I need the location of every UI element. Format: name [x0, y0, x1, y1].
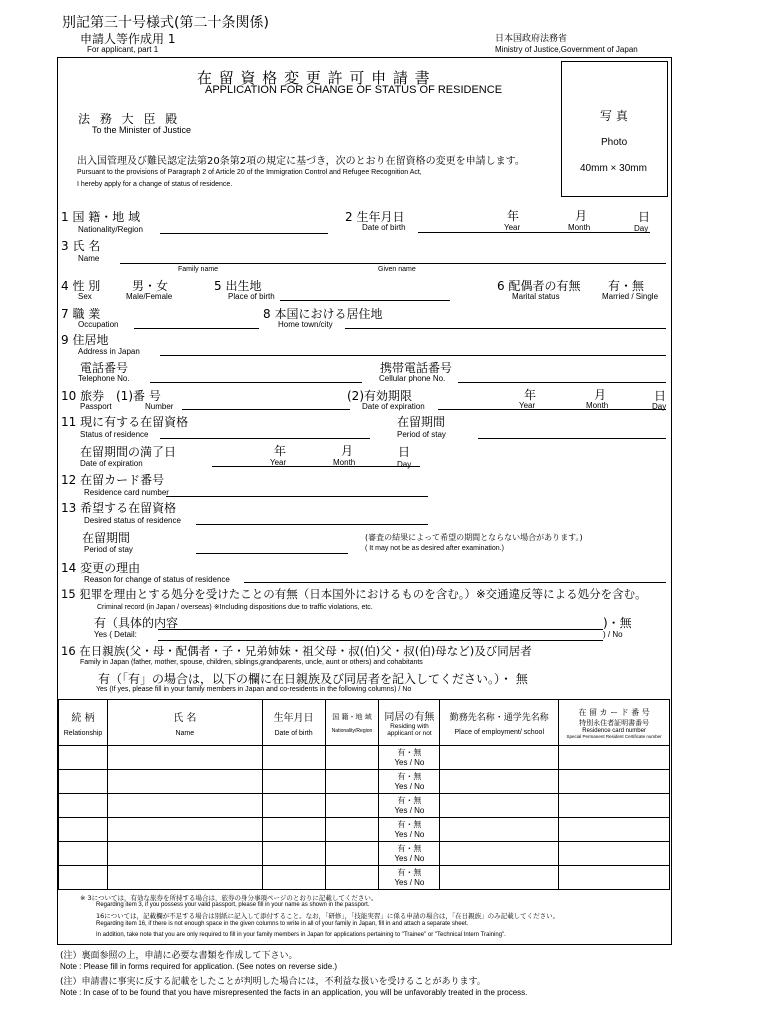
ministry-en: Ministry of Justice,Government of Japan [495, 45, 638, 54]
cell-card-number[interactable] [559, 770, 670, 794]
passport-number-label: (1)番 号 [116, 389, 161, 403]
cell-residing[interactable]: 有・無 Yes / No [379, 842, 440, 866]
dob-label-en: Date of birth [362, 223, 406, 232]
given-name-caption: Given name [378, 266, 416, 273]
exp-month-jp: 月 [341, 444, 354, 458]
pp-year-jp: 年 [524, 388, 537, 402]
passport-expiry-label: (2)有効期限 [347, 389, 412, 403]
marital-label-en: Marital status [512, 292, 560, 301]
family-yes-en: Yes (If yes, please fill in your family members in Japan and co-residents in the following columns) / No [96, 686, 412, 693]
table-header-row [59, 700, 670, 746]
cell-dob[interactable] [262, 770, 325, 794]
passport-label: 10 旅券 [61, 389, 105, 403]
dob-year-en: Year [504, 223, 521, 232]
note-item3-jp: ※ 3については，有効な旅券を所持する場合は，旅券の身分事項ページのとおりに記載してください。 [80, 894, 378, 902]
cell-nationality[interactable] [325, 770, 379, 794]
title-jp: 在 留 資 格 変 更 許 可 申 請 書 [197, 69, 431, 87]
table-row [59, 818, 670, 842]
photo-label-jp: 写 真 [600, 109, 628, 123]
cell-card-number[interactable] [559, 842, 670, 866]
cell-nationality[interactable] [325, 866, 379, 890]
table-row [59, 794, 670, 818]
note-item16-en: Regarding item 16, if there is not enough space in the given columns to write in all of your family in Japan, fill in and attach a separate sheet. [96, 921, 469, 927]
col-residing: 同居の有無 Residing with applicant or not [379, 700, 440, 746]
cell-name[interactable] [107, 842, 262, 866]
address-label-en: Address in Japan [78, 347, 140, 356]
nationality-field[interactable] [160, 233, 328, 234]
criminal-record-label-en: Criminal record (in Japan / overseas) ※Including dispositions due to traffic violations, etc. [97, 604, 373, 611]
occupation-label: 7 職 業 [61, 307, 101, 321]
photo-box [561, 61, 668, 197]
criminal-detail-line-1[interactable] [158, 629, 603, 630]
cell-employment[interactable] [440, 866, 559, 890]
dob-year-jp: 年 [507, 209, 520, 223]
cell-nationality[interactable] [325, 746, 379, 770]
family-name-caption: Family name [178, 266, 219, 273]
title-en: APPLICATION FOR CHANGE OF STATUS OF RESIDENCE [205, 84, 503, 96]
cell-nationality[interactable] [325, 794, 379, 818]
cell-residing[interactable]: 有・無 Yes / No [379, 794, 440, 818]
pp-month-en: Month [586, 401, 609, 410]
card-number-label-en: Residence card number [84, 488, 169, 497]
hometown-field[interactable] [345, 328, 666, 329]
col-card-number: 在 留 カ ー ド 番 号 特別永住者証明書番号 Residence card number Special Permanent Resident Certificate number [559, 700, 670, 746]
cell-name[interactable] [107, 746, 262, 770]
passport-expiry-field[interactable] [438, 409, 666, 410]
exp-year-jp: 年 [274, 444, 287, 458]
passport-expiry-label-en: Date of expiration [362, 402, 425, 411]
cell-card-number[interactable] [559, 818, 670, 842]
current-period-field[interactable] [478, 438, 666, 439]
exp-month-en: Month [333, 458, 356, 467]
family-label: 16 在日親族(父・母・配偶者・子・兄弟姉妹・祖父母・叔(伯)父・叔(伯)母など)及び同居者 [61, 644, 532, 658]
declaration-en-1: Pursuant to the provisions of Paragraph 2 of Article 20 of the Immigration Control and Refugee Recognition Act, [77, 169, 422, 176]
occupation-label-en: Occupation [78, 320, 119, 329]
dob-label: 2 生年月日 [345, 210, 405, 224]
cell-dob[interactable] [262, 842, 325, 866]
birthplace-label: 5 出生地 [214, 279, 262, 293]
note-item16-jp: 16については，記載欄が不足する場合は別紙に記入して添付すること。なお，「研修」，「技能実習」に係る申請の場合は，「在日親族」のみ記載してください。 [96, 912, 560, 920]
footer-note-1-jp: (注）裏面参照の上，申請に必要な書類を作成して下さい。 [60, 951, 298, 961]
cell-card-number[interactable] [559, 746, 670, 770]
birthplace-label-en: Place of birth [228, 292, 275, 301]
nationality-label-en: Nationality/Region [78, 225, 143, 234]
sex-label: 4 性 別 [61, 279, 101, 293]
desired-period-note-jp: (審査の結果によって希望の期間とならない場合があります。) [365, 533, 583, 542]
expiry-date-label: 在留期間の満了日 [80, 445, 177, 459]
cell-employment[interactable] [440, 842, 559, 866]
telephone-label-en: Telephone No. [78, 374, 130, 383]
cell-dob[interactable] [262, 818, 325, 842]
col-name: 氏 名 Name [107, 700, 262, 746]
name-label-en: Name [78, 254, 100, 263]
family-yes-jp[interactable]: 有（「有」の場合は，以下の欄に在日親族及び同居者を記入してください。）・ 無 [98, 672, 528, 686]
pp-day-en: Day [652, 402, 667, 411]
hometown-label: 8 本国における居住地 [263, 307, 383, 321]
sex-label-en: Sex [78, 292, 92, 301]
cell-relationship[interactable] [59, 842, 108, 866]
cell-residing[interactable]: 有・無 Yes / No [379, 818, 440, 842]
desired-status-field[interactable] [196, 524, 428, 525]
criminal-detail-line-2[interactable] [158, 640, 603, 641]
cellphone-field[interactable] [458, 382, 666, 383]
table-row [59, 842, 670, 866]
form-number: 別記第三十号様式(第二十条関係) [62, 15, 269, 31]
current-period-label-en: Period of stay [397, 430, 446, 439]
table-row [59, 770, 670, 794]
cell-employment[interactable] [440, 746, 559, 770]
current-period-label: 在留期間 [397, 415, 446, 429]
note-trainee-en: In addition, take note that you are only required to fill in your family members in Japan for applications pertaining to "Trainee" or "Technical Intern Training". [96, 932, 506, 938]
cell-nationality[interactable] [325, 818, 379, 842]
cell-dob[interactable] [262, 794, 325, 818]
cell-employment[interactable] [440, 794, 559, 818]
cell-relationship[interactable] [59, 770, 108, 794]
note-item3-en: Regarding item 3, if you possess your valid passport, please fill in your name as shown in the passport. [96, 902, 370, 908]
photo-size: 40mm × 30mm [580, 163, 647, 174]
desired-period-label-en: Period of stay [84, 545, 133, 554]
criminal-no-jp[interactable]: )・無 [603, 616, 632, 630]
cell-residing[interactable]: 有・無 Yes / No [379, 770, 440, 794]
cellphone-label-en: Cellular phone No. [379, 374, 446, 383]
expiry-date-label-en: Date of expiration [80, 459, 143, 468]
reason-field[interactable] [244, 582, 666, 583]
marital-label: 6 配偶者の有無 [497, 279, 581, 293]
telephone-label: 電話番号 [80, 361, 129, 375]
name-label: 3 氏 名 [61, 239, 101, 253]
marital-options-en: Married / Single [602, 292, 659, 301]
cell-relationship[interactable] [59, 866, 108, 890]
family-table [58, 699, 670, 890]
footer-note-1-en: Note : Please fill in forms required for application. (See notes on reverse side.) [60, 962, 338, 971]
exp-day-en: Day [397, 460, 412, 469]
cell-relationship[interactable] [59, 818, 108, 842]
exp-year-en: Year [270, 458, 287, 467]
applicant-part-jp: 申請人等作成用 1 [80, 32, 176, 46]
pp-month-jp: 月 [594, 388, 607, 402]
cell-card-number[interactable] [559, 866, 670, 890]
cell-employment[interactable] [440, 818, 559, 842]
cellphone-label: 携帯電話番号 [380, 361, 453, 375]
criminal-no-en: ) / No [603, 630, 623, 639]
declaration-en-2: I hereby apply for a change of status of residence. [77, 181, 233, 188]
reason-label-en: Reason for change of status of residence [84, 575, 230, 584]
criminal-yes-en: Yes ( Detail: [94, 630, 137, 639]
cell-residing[interactable]: 有・無 Yes / No [379, 746, 440, 770]
dob-day-jp: 日 [638, 210, 651, 224]
cell-name[interactable] [107, 866, 262, 890]
criminal-record-label: 15 犯罪を理由とする処分を受けたことの有無（日本国外におけるものを含む。）※交通違反等による処分を含む。 [61, 587, 647, 601]
cell-dob[interactable] [262, 746, 325, 770]
dob-day-en: Day [634, 224, 649, 233]
card-number-field[interactable] [166, 496, 428, 497]
exp-day-jp: 日 [398, 445, 411, 459]
current-status-field[interactable] [160, 438, 370, 439]
sex-options[interactable]: 男・女 [132, 279, 169, 293]
photo-label-en: Photo [601, 137, 628, 148]
cell-name[interactable] [107, 770, 262, 794]
cell-nationality[interactable] [325, 842, 379, 866]
col-dob: 生年月日 Date of birth [262, 700, 325, 746]
desired-period-label: 在留期間 [82, 531, 131, 545]
hometown-label-en: Home town/city [278, 320, 333, 329]
address-field[interactable] [160, 355, 666, 356]
desired-status-label: 13 希望する在留資格 [61, 501, 177, 515]
dob-field[interactable] [418, 232, 650, 233]
cell-name[interactable] [107, 818, 262, 842]
addressee-jp: 法 務 大 臣 殿 [78, 112, 181, 126]
cell-card-number[interactable] [559, 794, 670, 818]
cell-name[interactable] [107, 794, 262, 818]
cell-relationship[interactable] [59, 794, 108, 818]
criminal-yes-jp[interactable]: 有（具体的内容 [94, 616, 179, 630]
footer-note-2-jp: (注）申請書に事実に反する記載をしたことが判明した場合には，不利益な扱いを受けることがあります。 [60, 977, 486, 987]
dob-month-en: Month [568, 223, 591, 232]
footer-note-2-en: Note : In case of to be found that you have misrepresented the facts in an application, you will be unfavorably treated in the process. [60, 988, 528, 997]
expiry-date-field[interactable] [212, 466, 420, 467]
ministry-jp: 日本国政府法務省 [495, 34, 568, 44]
name-field[interactable] [120, 263, 666, 264]
cell-residing[interactable]: 有・無 Yes / No [379, 866, 440, 890]
cell-relationship[interactable] [59, 746, 108, 770]
table-row [59, 866, 670, 890]
passport-label-en: Passport [80, 402, 112, 411]
reason-label: 14 変更の理由 [61, 561, 141, 575]
desired-period-field[interactable] [196, 553, 348, 554]
pp-year-en: Year [519, 401, 536, 410]
col-nationality: 国 籍・地 域 Nationality/Region [325, 700, 379, 746]
sex-options-en: Male/Female [126, 292, 173, 301]
passport-number-field[interactable] [182, 409, 350, 410]
current-status-label: 11 現に有する在留資格 [61, 415, 189, 429]
passport-number-label-en: Number [145, 402, 174, 411]
addressee-en: To the Minister of Justice [92, 125, 192, 135]
desired-status-label-en: Desired status of residence [84, 516, 181, 525]
col-relationship: 続 柄 Relationship [59, 700, 108, 746]
pp-day-jp: 日 [654, 389, 667, 403]
family-label-en: Family in Japan (father, mother, spouse, children, siblings,grandparents, uncle, aunt or others) and cohabitants [80, 659, 423, 666]
cell-employment[interactable] [440, 770, 559, 794]
cell-dob[interactable] [262, 866, 325, 890]
current-status-label-en: Status of residence [80, 430, 149, 439]
nationality-label: 1 国 籍・地 域 [61, 210, 141, 224]
telephone-field[interactable] [150, 382, 362, 383]
marital-options[interactable]: 有・無 [608, 279, 645, 293]
table-row [59, 746, 670, 770]
applicant-part-en: For applicant, part 1 [87, 45, 159, 54]
address-label: 9 住居地 [61, 333, 109, 347]
card-number-label: 12 在留カード番号 [61, 473, 165, 487]
desired-period-note-en: ( It may not be as desired after examination.) [365, 545, 504, 552]
occupation-field[interactable] [134, 328, 259, 329]
birthplace-field[interactable] [280, 300, 450, 301]
dob-month-jp: 月 [575, 209, 588, 223]
declaration-jp: 出入国管理及び難民認定法第20条第2項の規定に基づき，次のとおり在留資格の変更を申請します。 [77, 156, 525, 167]
col-employment: 勤務先名称・通学先名称 Place of employment/ school [440, 700, 559, 746]
